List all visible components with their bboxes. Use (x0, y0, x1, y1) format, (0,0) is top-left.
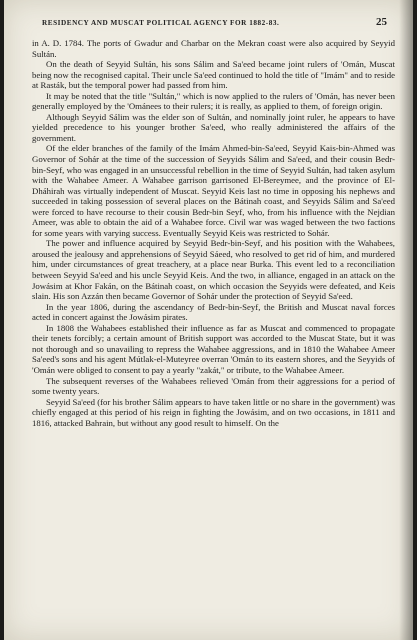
paragraph: In the year 1806, during the ascendancy of Bedr-bin-Seyf, the British and Muscat naval forces acted in concert against the Jowásim pirates. (32, 301, 395, 323)
paragraph: The subsequent reverses of the Wahabees relieved 'Omán from their aggressions for a period of some twenty years. (32, 375, 395, 397)
paragraph: In 1808 the Wahabees established their influence as far as Muscat and commenced to propagate their tenets forcibly; a certain amount of British support was accorded to the Muscat State, but it was not thorough and so unavailing to repress the Wahabee aggressions, and in 1810 the Wahabee Ameer Sa'eed's sons and his agent Mútlak-el-Muteyree overran 'Omán to its eastern shores, and the Seyyids of 'Omán were obliged to consent to pay a yearly "zakát," or tribute, to the Wahabee Ameer. (32, 322, 395, 375)
paragraph: Of the elder branches of the family of the Imám Ahmed-bin-Sa'eed, Seyyid Kais-bin-Ahmed was Governor of Sohár at the time of the succession of Seyyids Sálim and Sa'eed, and their cousin Bedr-bin-Seyf, who was engaged in an unsuccessful rebellion in the time of Seyyid Sultán, had taken asylum with the Wahabee Ameer. A Wahabee garrison garrisoned El-Bereymee, and the province of El-Dháhirah was virtually independent of Muscat. Seyyid Keis last no time in opposing his nephews and succeeded in taking possession of several places on the Bátinah coast, and Seyyids Sálim and Sa'eed were forced to have recourse to their cousin Bedr-bin Seyf, who, from his influence with the Nejdian Ameer, was able to obtain the aid of a Wahabee force. Civil war was waged between the two factions for some years with varying success. Eventually Seyyid Keis was restricted to Sohár. (32, 143, 395, 238)
page-number: 25 (376, 16, 387, 28)
paragraph: Seyyid Sa'eed (for his brother Sálim appears to have taken little or no share in the government) was chiefly engaged at this period of his reign in fighting the Jowásim, and on two occasions, in 1811 and 1816, attacked Bahrain, but without any good result to himself. On the (32, 396, 395, 428)
paragraph: Although Seyyid Sálim was the elder son of Sultán, and nominally joint ruler, he appears to have yielded precedence to his younger brother Sa'eed, who really administered the affairs of the government. (32, 111, 395, 143)
book-page (4, 0, 413, 640)
running-head: RESIDENCY AND MUSCAT POLITICAL AGENCY FOR 1882-83. (42, 19, 280, 27)
paragraph: The power and influence acquired by Seyyid Bedr-bin-Seyf, and his position with the Wahabees, aroused the jealousy and apprehensions of Seyyid Sáeed, who resolved to get rid of him, and murdered him, under circumstances of great treachery, at a place near Burka. This event led to a reconciliation between Seyyid Sa'eed and his uncle Seyyid Keis. And the two, in alliance, engaged in an attack on the Jowásim at Khor Fakán, on the Bátinah coast, on which occasion the Seyyids were defeated, and Keis slain. His son Azzán then became Governor of Sohár under the protection of Seyyid Sa'eed. (32, 238, 395, 302)
page-header (32, 16, 389, 30)
paragraph: in A. D. 1784. The ports of Gwadur and Charbar on the Mekran coast were also acquired by Seyyid Sultán. (32, 38, 395, 59)
paragraph: It may be noted that the title "Sultán," which is now applied to the rulers of 'Omán, has never been generally employed by the 'Ománees to their rulers; it is really, as applied to them, of foreign origin. (32, 90, 395, 112)
body-text (32, 38, 395, 428)
binding-shadow (399, 0, 413, 640)
paragraph: On the death of Seyyid Sultán, his sons Sálim and Sa'eed became joint rulers of 'Omán, Muscat being now the recognised capital. Their uncle Sa'eed continued to hold the title of "Imám" and to reside at Rasták, but the temporal power had passed from him. (32, 59, 395, 91)
